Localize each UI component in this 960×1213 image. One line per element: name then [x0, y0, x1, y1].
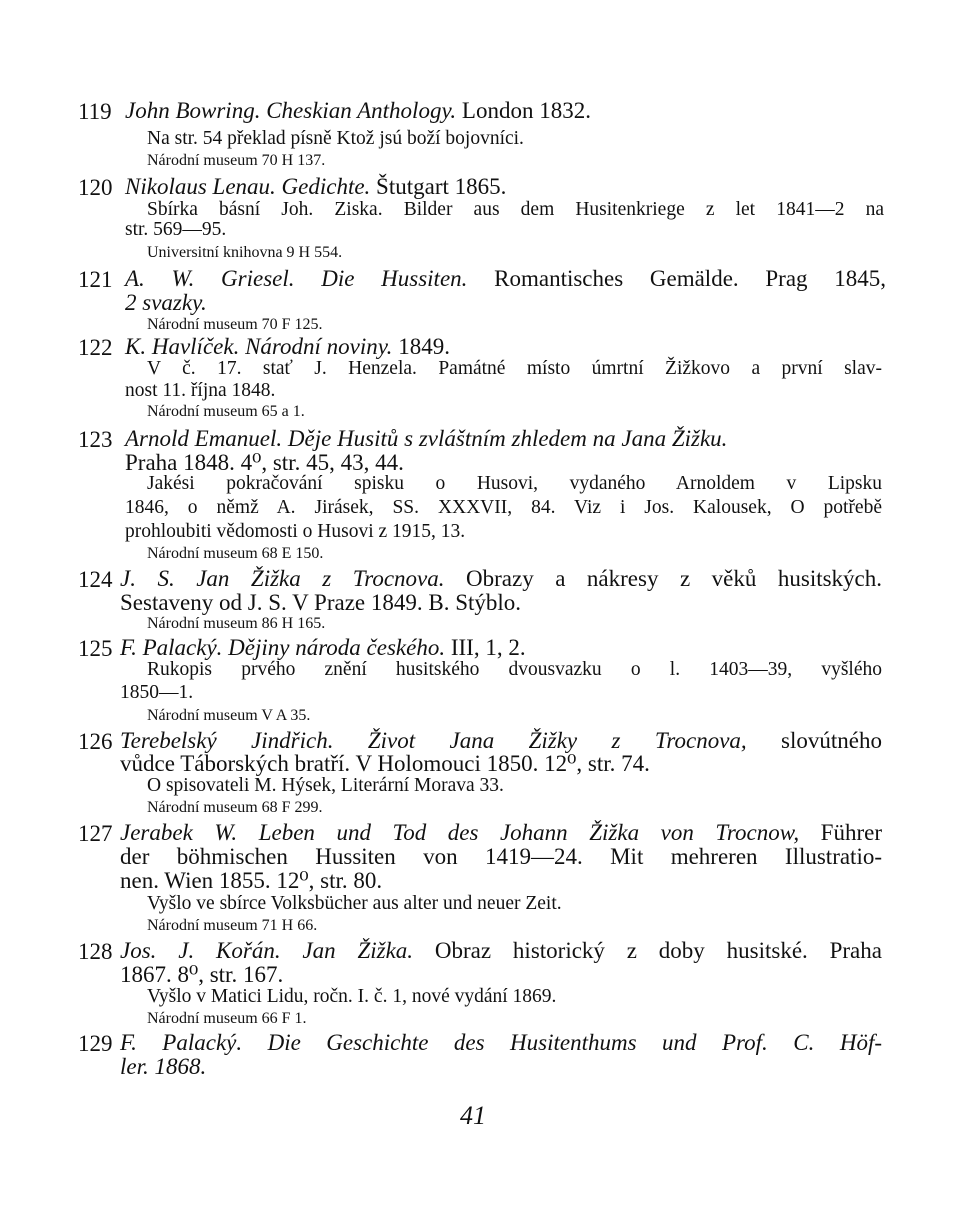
entry-note: str. 569—95.: [125, 219, 227, 240]
page-number: 41: [460, 1101, 486, 1130]
entry-note: prohloubiti vědomosti o Husovi z 1915, 13.: [125, 521, 466, 542]
entry-heading: John Bowring. Cheskian Anthology. London 1832.: [125, 98, 591, 123]
entry-heading: F. Palacký. Die Geschichte des Husitenthums und Prof. C. Höf-: [120, 1030, 882, 1055]
entry-location: Národní museum 68 F 299.: [147, 799, 323, 816]
entry-location: Národní museum 70 H 137.: [147, 152, 326, 169]
entry-heading: 1867. 8⁰, str. 167.: [120, 962, 284, 987]
entry-heading: nen. Wien 1855. 12⁰, str. 80.: [120, 868, 383, 893]
entry-location: Národní museum 68 E 150.: [147, 545, 324, 562]
entry-heading: A. W. Griesel. Die Hussiten. Romantisches Gemälde. Prag 1845,: [125, 266, 887, 291]
entry-heading: Sestaveny od J. S. V Praze 1849. B. Stýblo.: [120, 590, 522, 615]
entry-location: Národní museum 86 H 165.: [147, 615, 326, 632]
entry-heading: F. Palacký. Dějiny národa českého. III, 1, 2.: [120, 635, 526, 660]
entry-heading: vůdce Táborských bratří. V Holomouci 1850. 12⁰, str. 74.: [120, 751, 650, 776]
entry-number: 120: [78, 175, 113, 200]
entry-note: O spisovateli M. Hýsek, Literární Morava 33.: [147, 775, 504, 796]
entry-note: Vyšlo ve sbírce Volksbücher aus alter und neuer Zeit.: [147, 893, 562, 914]
entry-note: Na str. 54 překlad písně Ktož jsú boží bojovníci.: [147, 128, 524, 149]
entry-location: Národní museum 65 a 1.: [147, 403, 305, 420]
entry-note: 1846, o němž A. Jirásek, SS. XXXVII, 84. Viz i Jos. Kalousek, O potřebě: [125, 497, 882, 518]
entry-number: 127: [78, 821, 113, 846]
entry-heading: Nikolaus Lenau. Gedichte. Štutgart 1865.: [125, 174, 507, 199]
entry-number: 119: [78, 99, 112, 124]
entry-location: Národní museum 71 H 66.: [147, 917, 318, 934]
entry-heading: Jerabek W. Leben und Tod des Johann Žižka von Trocnow, Führer: [120, 820, 882, 845]
entry-note: Sbírka básní Joh. Ziska. Bilder aus dem Husitenkriege z let 1841—2 na: [147, 199, 884, 220]
entry-number: 124: [78, 567, 113, 592]
entry-heading: Arnold Emanuel. Děje Husitů s zvláštním zhledem na Jana Žižku.: [125, 426, 728, 451]
entry-heading: 2 svazky.: [125, 290, 207, 315]
entry-heading: ler. 1868.: [120, 1054, 207, 1079]
entry-heading: der böhmischen Hussiten von 1419—24. Mit mehreren Illustratio-: [120, 844, 882, 869]
entry-number: 123: [78, 427, 113, 452]
entry-number: 122: [78, 335, 113, 360]
entry-number: 126: [78, 729, 113, 754]
entry-note: nost 11. října 1848.: [125, 380, 276, 401]
entry-heading: J. S. Jan Žižka z Trocnova. Obrazy a nákresy z věků husitských.: [120, 566, 883, 591]
entry-location: Národní museum 70 F 125.: [147, 316, 323, 333]
entry-note: Jakési pokračování spisku o Husovi, vydaného Arnoldem v Lipsku: [147, 473, 882, 494]
entry-number: 129: [78, 1031, 113, 1056]
entry-location: Národní museum 66 F 1.: [147, 1010, 307, 1027]
entry-number: 121: [78, 267, 113, 292]
entry-location: Národní museum V A 35.: [147, 707, 311, 724]
entry-number: 125: [78, 636, 113, 661]
entry-heading: Praha 1848. 4⁰, str. 45, 43, 44.: [125, 450, 404, 475]
entry-note: Rukopis prvého znění husitského dvousvazku o l. 1403—39, vyšlého: [147, 659, 882, 680]
entry-note: 1850—1.: [120, 682, 194, 703]
entry-location: Universitní knihovna 9 H 554.: [147, 244, 343, 261]
entry-note: V č. 17. stať J. Henzela. Památné místo úmrtní Žižkovo a první slav-: [147, 358, 882, 379]
entry-number: 128: [78, 939, 113, 964]
entry-note: Vyšlo v Matici Lidu, ročn. I. č. 1, nové vydání 1869.: [147, 986, 557, 1007]
entry-heading: K. Havlíček. Národní noviny. 1849.: [125, 334, 450, 359]
entry-heading: Terebelský Jindřich. Život Jana Žižky z Trocnova, slovútného: [120, 728, 882, 753]
entry-heading: Jos. J. Kořán. Jan Žižka. Obraz historický z doby husitské. Praha: [120, 938, 882, 963]
